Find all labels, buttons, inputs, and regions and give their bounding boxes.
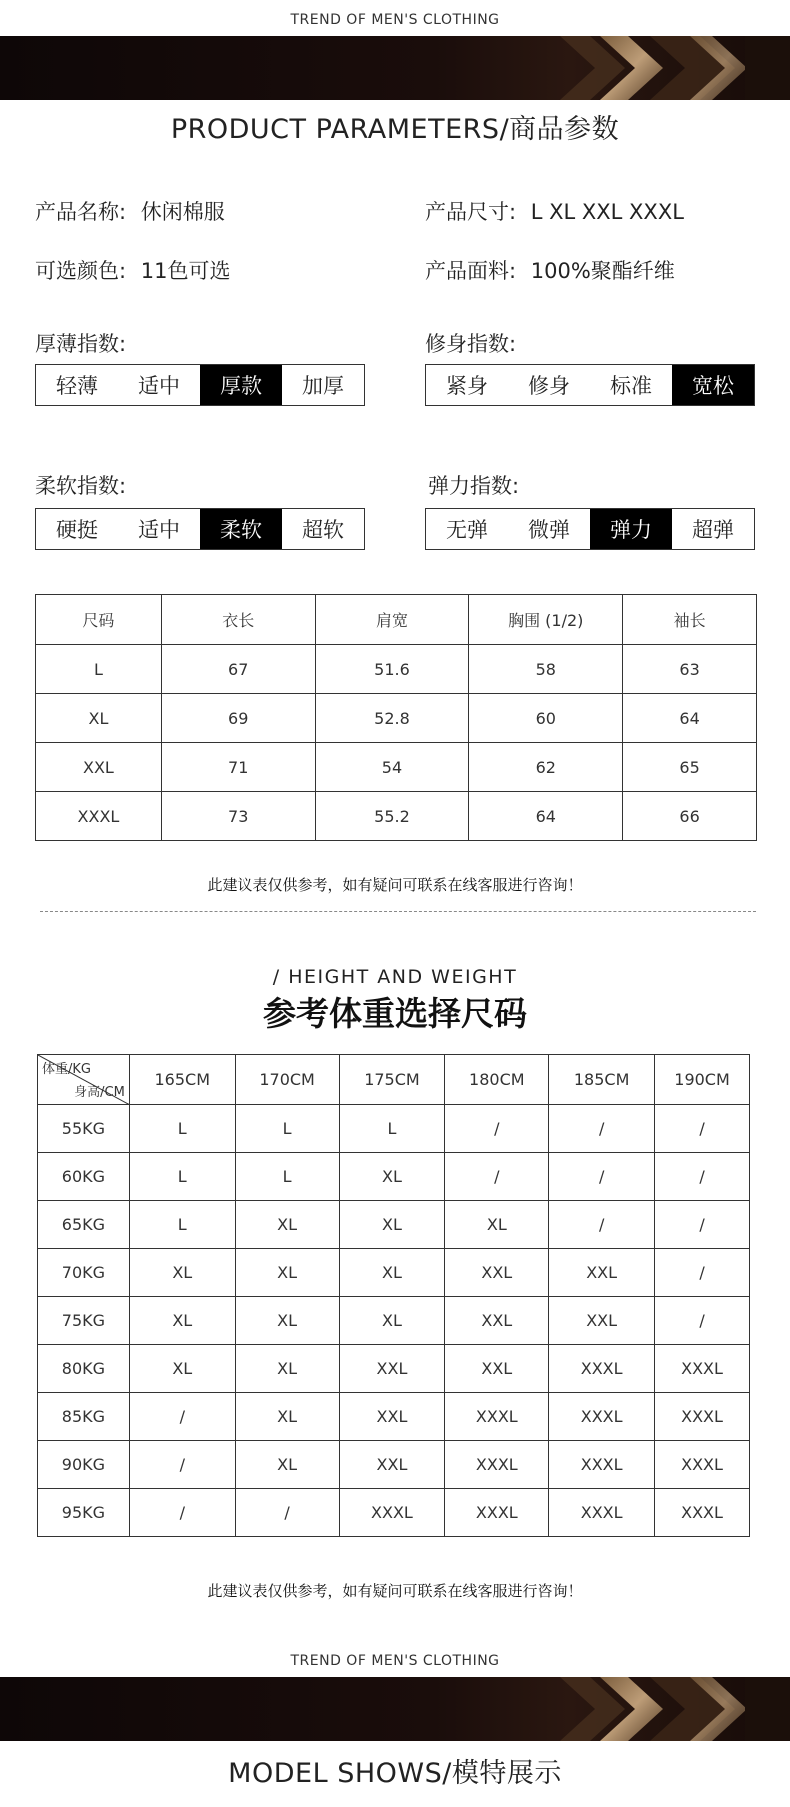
table-cell: / — [549, 1153, 655, 1201]
top-banner — [0, 36, 790, 100]
advice-note-2: 此建议表仅供参考，如有疑问可联系在线客服进行咨询！ — [207, 1582, 583, 1600]
table-cell: XXXL — [655, 1489, 750, 1537]
table-cell: XL — [339, 1249, 445, 1297]
height-header: 190CM — [655, 1055, 750, 1105]
table-cell: XXXL — [655, 1393, 750, 1441]
param-color-label: 可选颜色: — [35, 259, 127, 283]
advice-note: 此建议表仅供参考，如有疑问可联系在线客服进行咨询！ — [207, 876, 583, 894]
table-cell: XXXL — [549, 1489, 655, 1537]
table-cell: XXL — [339, 1393, 445, 1441]
table-cell: / — [235, 1489, 339, 1537]
table-cell: / — [655, 1297, 750, 1345]
table-cell: XXXL — [549, 1441, 655, 1489]
table-cell: 64 — [469, 792, 623, 841]
stretch-index-label: 弹力指数: — [428, 474, 520, 498]
table-cell: XXL — [549, 1249, 655, 1297]
table-cell: XL — [235, 1297, 339, 1345]
bottom-banner — [0, 1677, 790, 1741]
table-cell: 71 — [161, 743, 315, 792]
top-tagline: TREND OF MEN'S CLOTHING — [290, 12, 500, 28]
weight-cell: 95KG — [38, 1489, 130, 1537]
height-header: 175CM — [339, 1055, 445, 1105]
table-cell: XL — [129, 1345, 235, 1393]
thickness-option: 加厚 — [302, 374, 344, 398]
table-cell: XL — [339, 1153, 445, 1201]
table-cell: L — [129, 1201, 235, 1249]
table-cell: 58 — [469, 645, 623, 694]
table-cell: / — [655, 1153, 750, 1201]
hw-corner-cell — [38, 1055, 130, 1105]
table-cell: XXXL — [36, 792, 162, 841]
fit-option: 宽松 — [672, 365, 754, 405]
table-cell: L — [129, 1153, 235, 1201]
table-row — [38, 1489, 750, 1537]
height-header: 180CM — [445, 1055, 549, 1105]
table-cell: XL — [129, 1249, 235, 1297]
softness-option: 柔软 — [200, 509, 282, 549]
softness-option: 适中 — [138, 518, 180, 542]
dashed-divider — [40, 911, 756, 912]
table-cell: XXL — [445, 1345, 549, 1393]
table-cell: XXXL — [445, 1441, 549, 1489]
table-cell: XL — [339, 1201, 445, 1249]
table-cell: XXXL — [339, 1489, 445, 1537]
table-cell: L — [339, 1105, 445, 1153]
table-cell: / — [655, 1105, 750, 1153]
weight-cell: 75KG — [38, 1297, 130, 1345]
table-cell: / — [445, 1153, 549, 1201]
table-cell: XL — [36, 694, 162, 743]
table-cell: XXL — [339, 1441, 445, 1489]
table-cell: XXXL — [445, 1489, 549, 1537]
table-row — [38, 1105, 750, 1153]
table-cell: XL — [235, 1441, 339, 1489]
model-shows-title: MODEL SHOWS/模特展示 — [228, 1758, 562, 1789]
table-row — [36, 743, 757, 792]
table-cell: XL — [445, 1201, 549, 1249]
table-cell: XL — [235, 1393, 339, 1441]
table-cell: 66 — [623, 792, 757, 841]
table-cell: 73 — [161, 792, 315, 841]
table-cell: 65 — [623, 743, 757, 792]
table-cell: / — [129, 1489, 235, 1537]
table-cell: XXL — [445, 1297, 549, 1345]
table-cell: 63 — [623, 645, 757, 694]
softness-option: 硬挺 — [56, 518, 98, 542]
height-header: 185CM — [549, 1055, 655, 1105]
weight-cell: 70KG — [38, 1249, 130, 1297]
softness-index-label: 柔软指数: — [35, 474, 127, 498]
size-table-header-cell: 肩宽 — [315, 595, 469, 645]
stretch-option: 超弹 — [692, 518, 734, 542]
param-size — [425, 196, 684, 226]
hw-table — [37, 1054, 750, 1537]
table-cell: XXL — [549, 1297, 655, 1345]
table-cell: 54 — [315, 743, 469, 792]
table-cell: / — [549, 1201, 655, 1249]
hw-title-en: / HEIGHT AND WEIGHT — [272, 966, 518, 988]
table-cell: 52.8 — [315, 694, 469, 743]
table-cell: / — [549, 1105, 655, 1153]
table-cell: 69 — [161, 694, 315, 743]
table-row — [38, 1441, 750, 1489]
table-cell: XXXL — [549, 1393, 655, 1441]
bottom-tagline: TREND OF MEN'S CLOTHING — [290, 1653, 500, 1669]
stretch-option: 无弹 — [446, 518, 488, 542]
thickness-option: 适中 — [138, 374, 180, 398]
height-header: 170CM — [235, 1055, 339, 1105]
table-cell: 62 — [469, 743, 623, 792]
table-cell: XXXL — [549, 1345, 655, 1393]
table-cell: 64 — [623, 694, 757, 743]
size-table-header-cell: 衣长 — [161, 595, 315, 645]
table-cell: 60 — [469, 694, 623, 743]
thickness-index-scale — [35, 364, 365, 406]
page-title: PRODUCT PARAMETERS/商品参数 — [170, 114, 620, 145]
fit-option: 标准 — [610, 374, 652, 398]
table-cell: XL — [235, 1201, 339, 1249]
table-cell: / — [655, 1249, 750, 1297]
param-fabric — [425, 255, 675, 285]
table-cell: L — [235, 1105, 339, 1153]
size-table-header-cell: 尺码 — [36, 595, 162, 645]
weight-cell: 65KG — [38, 1201, 130, 1249]
param-color-value: 11色可选 — [140, 259, 231, 283]
table-row — [38, 1297, 750, 1345]
param-color — [35, 255, 231, 285]
hw-title-cn: 参考体重选择尺码 — [263, 994, 527, 1033]
weight-cell: 80KG — [38, 1345, 130, 1393]
hw-table-header — [38, 1055, 750, 1105]
table-row — [36, 694, 757, 743]
stretch-index-scale — [425, 508, 755, 550]
chevron-decoration — [0, 1677, 790, 1741]
param-name-value: 休闲棉服 — [140, 200, 225, 224]
table-cell: XXXL — [655, 1441, 750, 1489]
chevron-decoration — [0, 36, 790, 100]
table-cell: XXL — [445, 1249, 549, 1297]
table-cell: / — [129, 1393, 235, 1441]
softness-index-scale — [35, 508, 365, 550]
table-cell: XL — [339, 1297, 445, 1345]
table-row — [38, 1393, 750, 1441]
param-name — [35, 196, 225, 226]
size-table-header — [36, 595, 757, 645]
table-row — [38, 1249, 750, 1297]
param-size-value: L XL XXL XXXL — [530, 200, 684, 224]
table-cell: XL — [129, 1297, 235, 1345]
table-row — [38, 1345, 750, 1393]
thickness-index-label: 厚薄指数: — [35, 332, 127, 356]
fit-index-label: 修身指数: — [425, 332, 517, 356]
weight-cell: 85KG — [38, 1393, 130, 1441]
corner-height-label: 身高/CM — [74, 1085, 125, 1100]
stretch-option: 弹力 — [590, 509, 672, 549]
table-row — [38, 1153, 750, 1201]
table-row — [38, 1201, 750, 1249]
weight-cell: 55KG — [38, 1105, 130, 1153]
table-cell: 55.2 — [315, 792, 469, 841]
param-fabric-value: 100%聚酯纤维 — [530, 259, 675, 283]
fit-index-scale — [425, 364, 755, 406]
thickness-option: 轻薄 — [56, 374, 98, 398]
fit-option: 紧身 — [446, 374, 488, 398]
table-cell: / — [445, 1105, 549, 1153]
table-cell: XXXL — [445, 1393, 549, 1441]
size-table — [35, 594, 757, 841]
table-cell: XXL — [339, 1345, 445, 1393]
table-cell: 67 — [161, 645, 315, 694]
size-table-header-cell: 袖长 — [623, 595, 757, 645]
table-cell: 51.6 — [315, 645, 469, 694]
table-row — [36, 792, 757, 841]
table-row — [36, 645, 757, 694]
table-cell: XXXL — [655, 1345, 750, 1393]
weight-cell: 60KG — [38, 1153, 130, 1201]
softness-option: 超软 — [302, 518, 344, 542]
weight-cell: 90KG — [38, 1441, 130, 1489]
fit-option: 修身 — [528, 374, 570, 398]
stretch-option: 微弹 — [528, 518, 570, 542]
table-cell: L — [235, 1153, 339, 1201]
height-header: 165CM — [129, 1055, 235, 1105]
table-cell: XL — [235, 1345, 339, 1393]
thickness-option: 厚款 — [200, 365, 282, 405]
table-cell: L — [36, 645, 162, 694]
corner-weight-label: 体重/KG — [42, 1062, 91, 1077]
table-cell: / — [129, 1441, 235, 1489]
param-fabric-label: 产品面料: — [425, 259, 517, 283]
param-size-label: 产品尺寸: — [425, 200, 517, 224]
table-cell: XL — [235, 1249, 339, 1297]
table-cell: / — [655, 1201, 750, 1249]
size-table-header-cell: 胸围 (1/2) — [469, 595, 623, 645]
param-name-label: 产品名称: — [35, 200, 127, 224]
table-cell: XXL — [36, 743, 162, 792]
table-cell: L — [129, 1105, 235, 1153]
